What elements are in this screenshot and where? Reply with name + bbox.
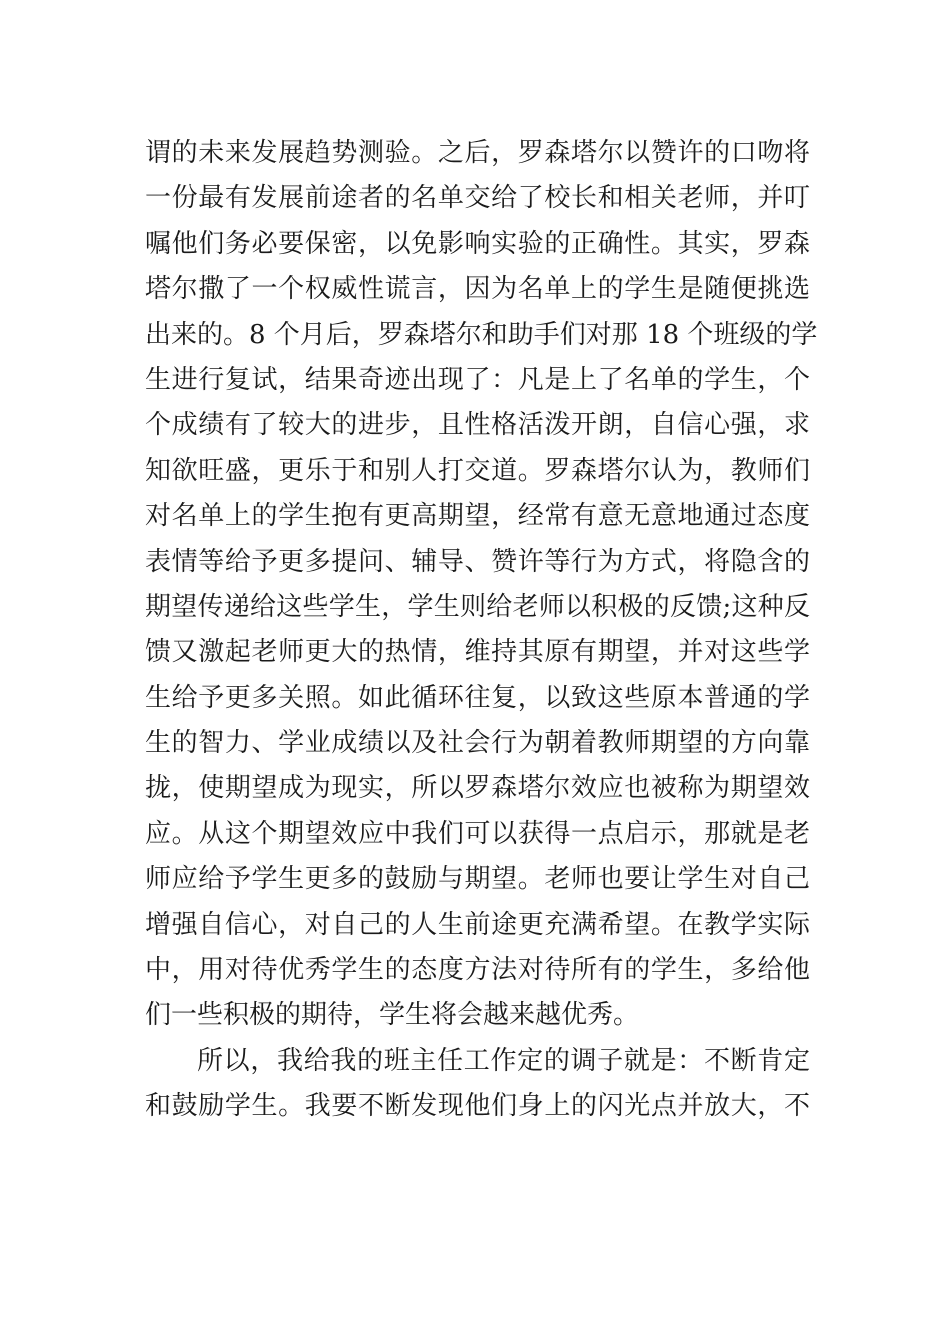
text-line: 塔尔撒了一个权威性谎言，因为名单上的学生是随便挑选 [145,274,810,305]
text-line: 知欲旺盛，更乐于和别人打交道。罗森塔尔认为，教师们 [145,455,810,486]
text-line: 中，用对待优秀学生的态度方法对待所有的学生，多给他 [145,955,810,986]
text-line: 生给予更多关照。如此循环往复，以致这些原本普通的学 [145,682,810,713]
text-line: 表情等给予更多提问、辅导、赞许等行为方式，将隐含的 [145,546,810,577]
text-line: 生的智力、学业成绩以及社会行为朝着教师期望的方向靠 [145,728,810,759]
body-text [145,131,818,1130]
text-line: 个成绩有了较大的进步，且性格活泼开朗，自信心强，求 [145,410,810,441]
text-line: 们一些积极的期待，学生将会越来越优秀。 [145,1000,640,1031]
text-line: 生进行复试，结果奇迹出现了：凡是上了名单的学生，个 [145,364,810,395]
text-line: 出来的。8 个月后，罗森塔尔和助手们对那 18 个班级的学 [145,319,818,350]
text-line: 增强自信心，对自己的人生前途更充满希望。在教学实际 [145,909,810,940]
paragraph-1 [145,131,818,1039]
paragraph-2 [145,1039,810,1130]
text-line: 和鼓励学生。我要不断发现他们身上的闪光点并放大，不 [145,1091,810,1122]
text-line: 对名单上的学生抱有更高期望，经常有意无意地通过态度 [145,501,810,532]
text-line: 谓的未来发展趋势测验。之后，罗森塔尔以赞许的口吻将 [145,138,810,168]
text-line: 所以，我给我的班主任工作定的调子就是：不断肯定 [197,1045,810,1076]
text-line: 一份最有发展前途者的名单交给了校长和相关老师，并叮 [145,183,810,214]
text-line: 期望传递给这些学生，学生则给老师以积极的反馈;这种反 [145,591,810,622]
text-line: 馈又激起老师更大的热情，维持其原有期望，并对这些学 [145,637,810,668]
text-line: 应。从这个期望效应中我们可以获得一点启示，那就是老 [145,818,810,849]
text-line: 师应给予学生更多的鼓励与期望。老师也要让学生对自己 [145,864,810,895]
text-line: 嘱他们务必要保密，以免影响实验的正确性。其实，罗森 [145,228,810,259]
text-line: 拢，使期望成为现实，所以罗森塔尔效应也被称为期望效 [145,773,810,804]
